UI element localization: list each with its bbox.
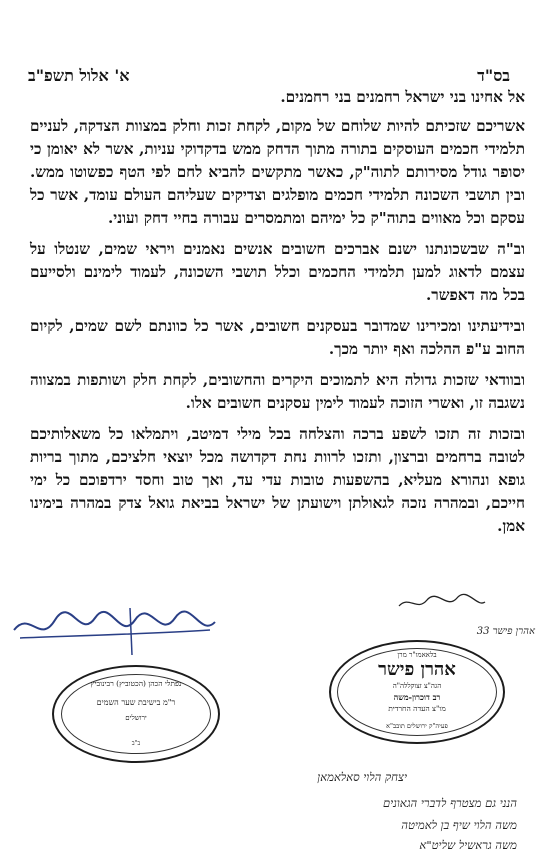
handwritten-line-1: הנני גם מצטרף לדברי הגאונים [382,796,517,810]
letter-paragraph-3: ובידיעתינו ומכירינו שמדובר בעסקנים חשובים, אשר כל כוונתם לשם שמים, לקיום החוב ע"פ ההלכה ואף יותר מכך. [30,317,525,358]
date-header: א' אלול תשפ"ב [28,66,130,85]
rabbi-stamp-left [52,665,220,763]
letter-paragraph-4: ובוודאי שזכות גדולה היא לתמוכים היקרים והחשובים, לקחת חלק ושותפות במצווה נשגבה זו, ואשרי הזוכה לעמוד לימין עסקנים חשובים אלו. [30,371,525,412]
letter-greeting: אל אחינו בני ישראל רחמנים בני רחמנים. [280,88,525,106]
letter-paragraph-5: ובזכות זה תזכו לשפע ברכה והצלחה בכל מילי דמיטב, ויתמלאו כל משאלותיכם לטובה ברחמים וברצון, ותזכו לרוות נחת דקדושה מכל יוצאי חלציכם, מתוך בריות גופא ונהורא מעליא, בהשפעות טובות עדי עד, ואך טוב וחסד ירדפוכם כל ימי חייכם, ובמהרה נזכה לגאולתן וישועתן של ישראל בביאת גואל צדק במהרה בימינו אמן. [30,425,525,535]
stamp-left-name: נפתלי הכהן (הכטוביץ) רבינוביץ [90,679,182,688]
stamp-right-court: מו"צ העדה החרדית [388,704,446,713]
stamp-left-footer: ב"ב [131,740,141,747]
letter-paragraph-2: וב"ה שבשכונתנו ישנם אברכים חשובים אנשים נאמנים ויראי שמים, שנטלו על עצמם לדאוג למען תלמידי החכמים וכלל תושבי השכונה, לעמוד לימינם ולסייעם בכל מה דאפשר. [30,240,525,304]
large-signature [10,600,220,655]
stamp-right-city: פעיה"ק ירושלים תובב"א [386,722,448,730]
handwritten-signature-mid: יצחק הלוי סאלאמאן [317,770,407,784]
handwritten-line-3: משה גראשיל שליט"א [419,838,517,852]
stamp-right-lineage: הגה"צ זצוקללה"ה [392,682,442,690]
letter-body [30,86,525,546]
rabbi-stamp-right [329,640,505,744]
stamp-right-position: רב דוכרון-משה [393,692,441,702]
stamp-left-title: ר"מ בישיבת שער השמים [96,698,176,707]
handwritten-note-small: אהרן פישר 33 [476,626,535,637]
stamp-left-place: ירושלים [125,714,147,722]
letter-paragraph-1: אשריכם שזכיתם להיות שלוחם של מקום, לקחת זכות וחלק במצוות הצדקה, לעניים תלמידי חכמים העוסקים בתורה מתוך הדחק ממש בדקדוקי עניות, אשר לא יאומן כי יסופר גודל מסירותם לתוה"ק, כאשר מתקשים להביא לחם לפי הטף כפשוטו ממש. ובין תושבי השכונה תלמידי חכמים מופלגים וצדיקים שעליהם העולם עומד, אשר כל עסקם וכל מאווים בתוה"ק כל ימיהם ומתמסרים עבורה בחיי דחק ועוני. [30,117,525,227]
stamp-right-prefix: בלאאמו"ר מרן [397,651,437,659]
stamp-right-name: אהרן פישר [378,659,456,680]
bsd-header: בס"ד [477,66,510,85]
small-signature [397,590,487,615]
signature-block [0,590,557,850]
handwritten-line-2: משה הלוי שיף בן לאמיטה [401,818,517,832]
